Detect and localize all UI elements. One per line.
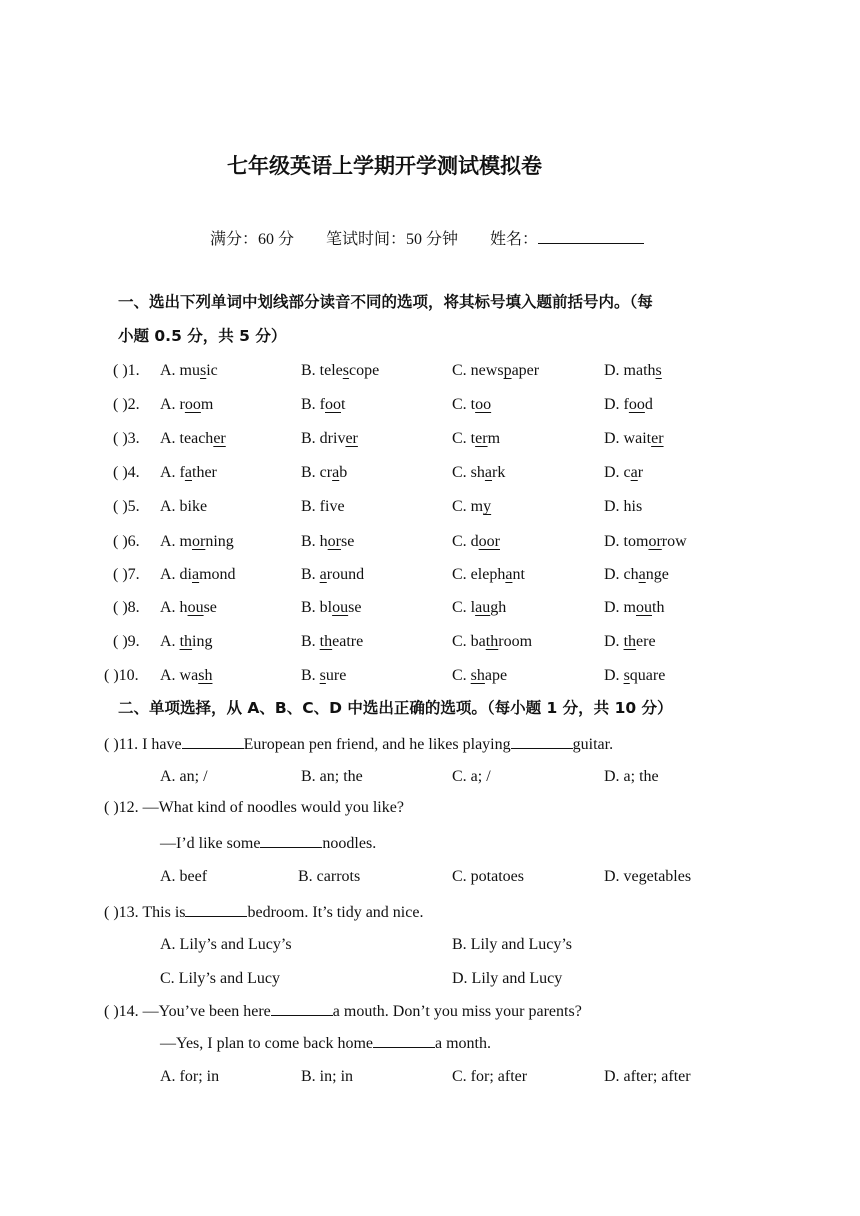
phonics-question-number: ( )10.	[104, 667, 139, 684]
option-b: B. carrots	[298, 868, 361, 885]
underlined-letters: th	[179, 633, 193, 650]
phonics-option: C. term	[452, 430, 501, 447]
phonics-option: A. wash	[160, 667, 213, 684]
question-13	[104, 902, 423, 922]
time-info: 笔试时间：50 分钟	[326, 231, 459, 248]
phonics-option: B. around	[301, 566, 365, 583]
underlined-letters: a	[505, 566, 513, 583]
phonics-option: D. square	[604, 667, 666, 684]
underlined-letters: a	[630, 464, 638, 481]
answer-blank	[271, 1001, 333, 1016]
phonics-option: B. theatre	[301, 633, 364, 650]
phonics-option: D. his	[604, 498, 643, 515]
underlined-letters: a	[319, 566, 327, 583]
phonics-option: D. waiter	[604, 430, 664, 447]
underlined-letters: or	[648, 533, 662, 550]
underlined-letters: ou	[636, 599, 652, 616]
underlined-letters: oo	[628, 396, 645, 413]
answer-blank	[511, 734, 573, 749]
option-c: C. a; /	[452, 768, 491, 785]
underlined-letters: er	[213, 430, 226, 447]
answer-blank	[185, 902, 247, 917]
question-14-end: a mouth. Don’t you miss your parents?	[332, 1003, 582, 1020]
question-14	[104, 1001, 582, 1021]
phonics-option: A. thing	[160, 633, 213, 650]
answer-blank	[373, 1033, 435, 1048]
question-14-reply-start: —Yes, I plan to come back home	[160, 1035, 373, 1052]
answer-blank	[260, 833, 322, 848]
phonics-option: D. change	[604, 566, 669, 583]
phonics-option: B. sure	[301, 667, 347, 684]
underlined-letters: oo	[475, 396, 492, 413]
phonics-option: C. too	[452, 396, 492, 413]
phonics-option: B. foot	[301, 396, 346, 413]
underlined-letters: sh	[470, 667, 485, 684]
question-11	[104, 734, 613, 754]
underlined-letters: or	[327, 533, 341, 550]
question-12: ( )12. —What kind of noodles would you like?	[104, 799, 404, 816]
underlined-letters: er	[651, 430, 664, 447]
phonics-question-number: ( )9.	[113, 633, 140, 650]
question-11-end: guitar.	[572, 736, 614, 753]
phonics-option: C. laugh	[452, 599, 507, 616]
phonics-option: B. telescope	[301, 362, 380, 379]
phonics-option: A. house	[160, 599, 217, 616]
question-14-reply	[160, 1033, 491, 1053]
underlined-letters: s	[655, 362, 662, 379]
phonics-question-number: ( )2.	[113, 396, 140, 413]
underlined-letters: oo	[325, 396, 341, 413]
question-14-stem: ( )14. —You’ve been here	[104, 1003, 271, 1020]
page-title: 七年级英语上学期开学测试模拟卷	[227, 154, 542, 178]
option-d: D. Lily and Lucy	[452, 970, 563, 987]
phonics-option: A. music	[160, 362, 218, 379]
name-field[interactable]	[538, 229, 644, 244]
phonics-option: D. there	[604, 633, 656, 650]
phonics-option: C. door	[452, 533, 500, 550]
underlined-letters: ou	[332, 599, 349, 616]
underlined-letters: er	[475, 430, 488, 447]
underlined-letters: er	[345, 430, 358, 447]
option-a: A. beef	[160, 868, 208, 885]
name-label: 姓名：	[490, 231, 539, 248]
underlined-letters: sh	[198, 667, 213, 684]
question-11-mid: European pen friend, and he likes playing	[243, 736, 511, 753]
phonics-question-number: ( )3.	[113, 430, 140, 447]
question-13-stem: ( )13. This is	[104, 904, 186, 921]
question-12-reply-start: —I’d like some	[160, 835, 261, 852]
underlined-letters: oo	[184, 396, 201, 413]
phonics-option: D. car	[604, 464, 644, 481]
option-d: D. a; the	[604, 768, 659, 785]
underlined-letters: a	[638, 566, 646, 583]
phonics-option: B. horse	[301, 533, 355, 550]
section1-heading-line2: 小题 0.5 分，共 5 分）	[118, 327, 287, 345]
question-13-end: bedroom. It’s tidy and nice.	[247, 904, 424, 921]
phonics-question-number: ( )1.	[113, 362, 140, 379]
question-12-reply	[160, 833, 376, 853]
phonics-option: C. shark	[452, 464, 506, 481]
question-12-reply-end: noodles.	[322, 835, 377, 852]
phonics-option: A. father	[160, 464, 217, 481]
phonics-option: A. teacher	[160, 430, 226, 447]
phonics-question-number: ( )6.	[113, 533, 140, 550]
score-info: 满分：60 分	[210, 231, 295, 248]
underlined-letters: y	[483, 498, 492, 515]
underlined-letters: ou	[187, 599, 204, 616]
phonics-option: D. tomorrow	[604, 533, 687, 550]
underlined-letters: a	[484, 464, 493, 481]
underlined-letters: s	[342, 362, 349, 379]
phonics-option: C. elephant	[452, 566, 525, 583]
exam-meta	[210, 226, 644, 249]
phonics-option: C. newspaper	[452, 362, 540, 379]
option-a: A. for; in	[160, 1068, 220, 1085]
phonics-option: B. crab	[301, 464, 348, 481]
underlined-letters: p	[503, 362, 512, 379]
underlined-letters: s	[319, 667, 326, 684]
option-b: B. Lily and Lucy’s	[452, 936, 572, 953]
question-14-reply-end: a month.	[435, 1035, 491, 1052]
phonics-option: C. my	[452, 498, 492, 515]
underlined-letters: or	[192, 533, 206, 550]
phonics-option: A. room	[160, 396, 214, 413]
underlined-letters: th	[623, 633, 637, 650]
underlined-letters: th	[319, 633, 333, 650]
phonics-option: C. shape	[452, 667, 508, 684]
underlined-letters: a	[184, 464, 192, 481]
underlined-letters: th	[485, 633, 499, 650]
option-b: B. in; in	[301, 1068, 354, 1085]
option-d: D. vegetables	[604, 868, 692, 885]
phonics-question-number: ( )8.	[113, 599, 140, 616]
option-b: B. an; the	[301, 768, 363, 785]
phonics-option: B. driver	[301, 430, 358, 447]
option-c: C. potatoes	[452, 868, 524, 885]
phonics-option: A. bike	[160, 498, 208, 515]
phonics-option: A. morning	[160, 533, 234, 550]
answer-blank	[182, 734, 244, 749]
phonics-question-number: ( )7.	[113, 566, 140, 583]
phonics-option: B. five	[301, 498, 345, 515]
option-a: A. an; /	[160, 768, 208, 785]
option-c: C. Lily’s and Lucy	[160, 970, 280, 987]
phonics-option: D. maths	[604, 362, 662, 379]
phonics-option: C. bathroom	[452, 633, 533, 650]
phonics-question-number: ( )5.	[113, 498, 140, 515]
phonics-option: D. food	[604, 396, 653, 413]
underlined-letters: au	[475, 599, 491, 616]
option-d: D. after; after	[604, 1068, 691, 1085]
phonics-option: D. mouth	[604, 599, 665, 616]
underlined-letters: oor	[478, 533, 500, 550]
section2-heading: 二、单项选择，从 A、B、C、D 中选出正确的选项。（每小题 1 分，共 10 分）	[118, 699, 673, 717]
option-c: C. for; after	[452, 1068, 528, 1085]
option-a: A. Lily’s and Lucy’s	[160, 936, 292, 953]
underlined-letters: s	[623, 667, 630, 684]
question-11-stem: ( )11. I have	[104, 736, 182, 753]
phonics-option: B. blouse	[301, 599, 362, 616]
section1-heading-line1: 一、选出下列单词中划线部分读音不同的选项，将其标号填入题前括号内。（每	[118, 293, 653, 311]
underlined-letters: a	[332, 464, 340, 481]
phonics-option: A. diamond	[160, 566, 236, 583]
underlined-letters: a	[192, 566, 200, 583]
phonics-question-number: ( )4.	[113, 464, 140, 481]
underlined-letters: s	[200, 362, 207, 379]
